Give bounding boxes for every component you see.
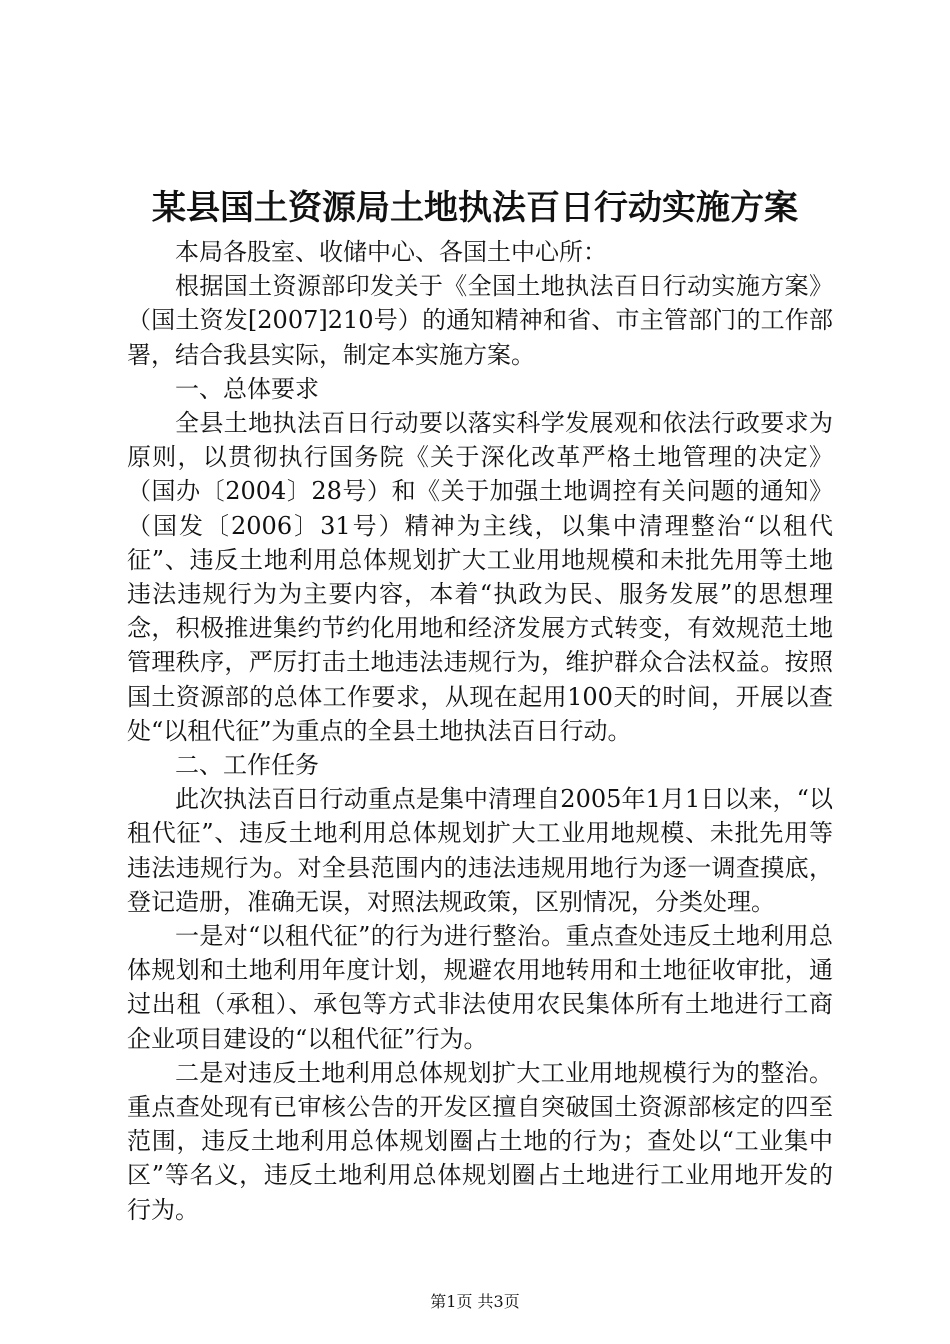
salutation-paragraph: 本局各股室、收储中心、各国土中心所： [175, 238, 607, 266]
task-two-paragraph: 二是对违反土地利用总体规划扩大工业用地规模行为的整治。重点查处现有已审核公告的开发区擅自突破国土资源部核定的四至范围，违反土地利用总体规划圈占土地的行为；查处以“工业集中区”等名义，违反土地利用总体规划圈占土地进行工业用地开发的行为。 [127, 1058, 833, 1224]
general-requirements-paragraph: 全县土地执法百日行动要以落实科学发展观和依法行政要求为原则，以贯彻执行国务院《关于深化改革严格土地管理的决定》（国办〔2004〕28号）和《关于加强土地调控有关问题的通知》（国发〔2006〕31号）精神为主线，以集中清理整治“以租代征”、违反土地利用总体规划扩大工业用地规模和未批先用等土地违法违规行为为主要内容，本着“执政为民、服务发展”的思想理念，积极推进集约节约化用地和经济发展方式转变，有效规范土地管理秩序，严厉打击土地违法违规行为，维护群众合法权益。按照国土资源部的总体工作要求，从现在起用100天的时间，开展以查处“以租代征”为重点的全县土地执法百日行动。 [127, 409, 833, 745]
document-body [127, 235, 833, 1227]
document-title: 某县国土资源局土地执法百日行动实施方案 [152, 188, 798, 228]
section-heading-work-tasks: 二、工作任务 [175, 751, 319, 780]
intro-paragraph: 根据国土资源部印发关于《全国土地执法百日行动实施方案》（国土资发[2007]210号）的通知精神和省、市主管部门的工作部署，结合我县实际，制定本实施方案。 [127, 272, 833, 369]
page-footer: 第1页 共3页 [430, 1292, 520, 1311]
section-heading-general-requirements: 一、总体要求 [175, 374, 319, 403]
work-tasks-paragraph: 此次执法百日行动重点是集中清理自2005年1月1日以来，“以租代征”、违反土地利用总体规划扩大工业用地规模、未批先用等违法违规行为。对全县范围内的违法违规用地行为逐一调查摸底，登记造册，准确无误，对照法规政策，区别情况，分类处理。 [127, 785, 833, 916]
task-one-paragraph: 一是对“以租代征”的行为进行整治。重点查处违反土地利用总体规划和土地利用年度计划，规避农用地转用和土地征收审批，通过出租（承租）、承包等方式非法使用农民集体所有土地进行工商企业项目建设的“以租代征”行为。 [127, 922, 833, 1053]
